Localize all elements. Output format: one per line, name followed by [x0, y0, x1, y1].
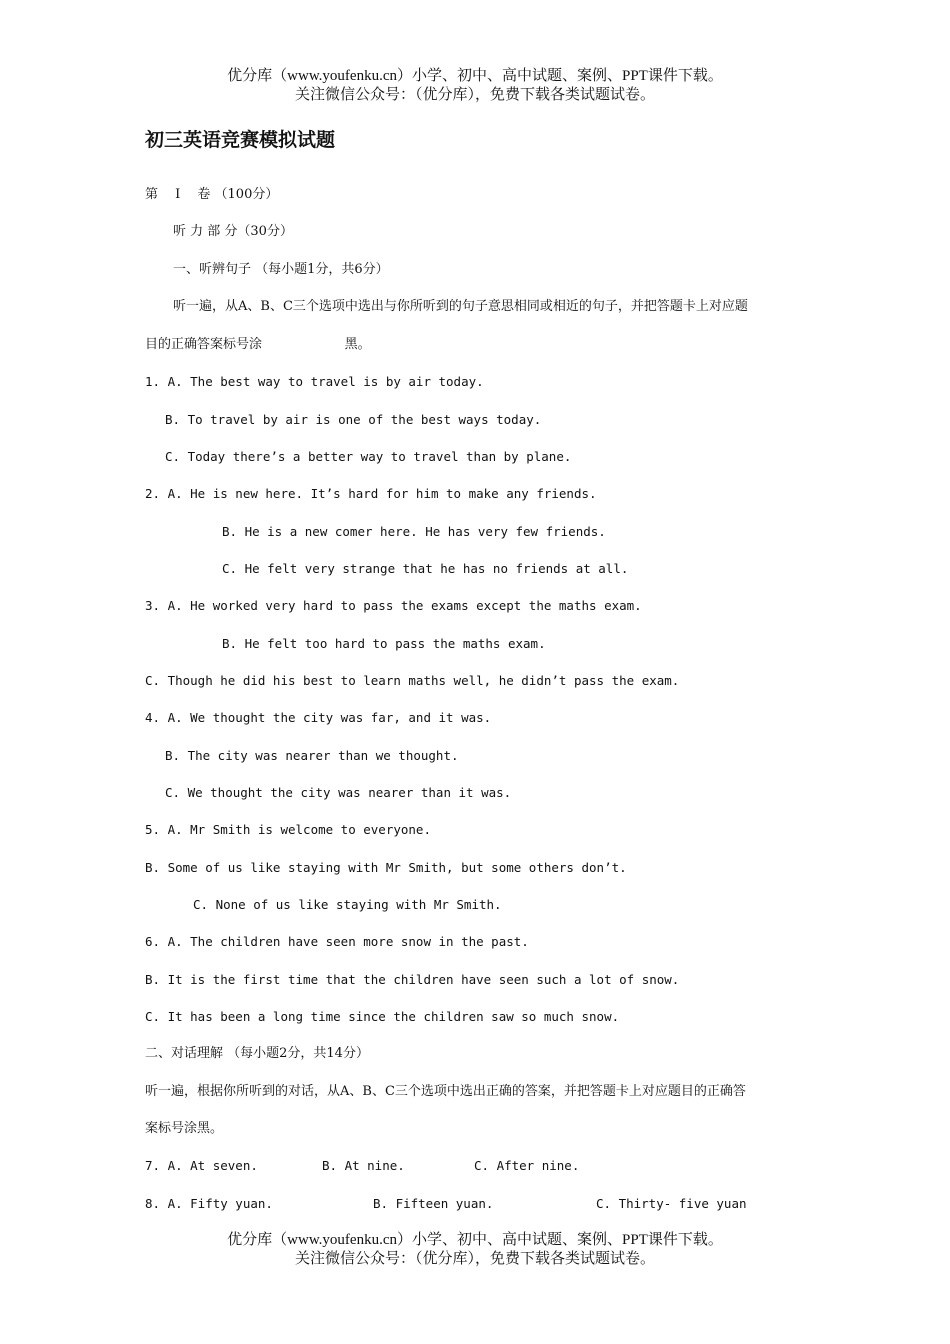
question-3-option-b: B. He felt too hard to pass the maths exam.	[222, 636, 546, 651]
section-1-instruction-1: 听一遍，从A、B、C三个选项中选出与你所听到的句子意思相同或相近的句子，并把答题卡上对应题	[173, 299, 748, 314]
question-6-option-b: B. It is the first time that the children have seen such a lot of snow.	[145, 972, 680, 987]
section-1-heading: 一、听辨句子 （每小题1分，共6分）	[173, 262, 389, 277]
question-2-option-c: C. He felt very strange that he has no friends at all.	[222, 561, 629, 576]
footer-line-1: 优分库（www.youfenku.cn）小学、初中、高中试题、案例、PPT课件下载。	[227, 1232, 723, 1248]
question-5-option-c: C. None of us like staying with Mr Smith.	[193, 897, 502, 912]
question-3-option-c: C. Though he did his best to learn maths well, he didn’t pass the exam.	[145, 673, 680, 688]
question-3-option-a: 3. A. He worked very hard to pass the exams except the maths exam.	[145, 598, 642, 613]
question-2-option-b: B. He is a new comer here. He has very few friends.	[222, 524, 606, 539]
question-1-option-c: C. Today there’s a better way to travel than by plane.	[165, 449, 572, 464]
section-2-instruction-2: 案标号涂黑。	[145, 1121, 224, 1136]
listening-heading: 听 力 部 分（30分）	[173, 224, 293, 239]
header-line-2: 关注微信公众号：（优分库），免费下载各类试题试卷。	[294, 87, 655, 103]
question-7-option-c: C. After nine.	[474, 1158, 580, 1173]
question-5-option-b: B. Some of us like staying with Mr Smith, but some others don’t.	[145, 860, 627, 875]
question-6-option-c: C. It has been a long time since the children saw so much snow.	[145, 1009, 620, 1024]
question-4-option-a: 4. A. We thought the city was far, and it was.	[145, 710, 492, 725]
question-8-option-b: B. Fifteen yuan.	[373, 1196, 494, 1211]
section-1-instruction-2: 目的正确答案标号涂 黑。	[145, 337, 371, 352]
question-1-option-b: B. To travel by air is one of the best ways today.	[165, 412, 542, 427]
section-2-heading: 二、对话理解 （每小题2分，共14分）	[145, 1046, 369, 1061]
page-title: 初三英语竞赛模拟试题	[145, 129, 336, 151]
question-7-option-b: B. At nine.	[322, 1158, 405, 1173]
question-4-option-b: B. The city was nearer than we thought.	[165, 748, 459, 763]
question-6-option-a: 6. A. The children have seen more snow in the past.	[145, 934, 529, 949]
question-2-option-a: 2. A. He is new here. It’s hard for him to make any friends.	[145, 486, 597, 501]
question-7-option-a: 7. A. At seven.	[145, 1158, 258, 1173]
question-8-option-c: C. Thirty- five yuan	[596, 1196, 747, 1211]
volume-heading: 第 I 卷 （100分）	[145, 187, 279, 202]
question-8-option-a: 8. A. Fifty yuan.	[145, 1196, 273, 1211]
section-2-instruction-1: 听一遍，根据你所听到的对话，从A、B、C三个选项中选出正确的答案，并把答题卡上对应题目的正确答	[145, 1084, 746, 1099]
question-5-option-a: 5. A. Mr Smith is welcome to everyone.	[145, 822, 431, 837]
question-4-option-c: C. We thought the city was nearer than it was.	[165, 785, 512, 800]
header-line-1: 优分库（www.youfenku.cn）小学、初中、高中试题、案例、PPT课件下载。	[227, 68, 723, 84]
question-1-option-a: 1. A. The best way to travel is by air today.	[145, 374, 484, 389]
footer-line-2: 关注微信公众号：（优分库），免费下载各类试题试卷。	[294, 1251, 655, 1267]
